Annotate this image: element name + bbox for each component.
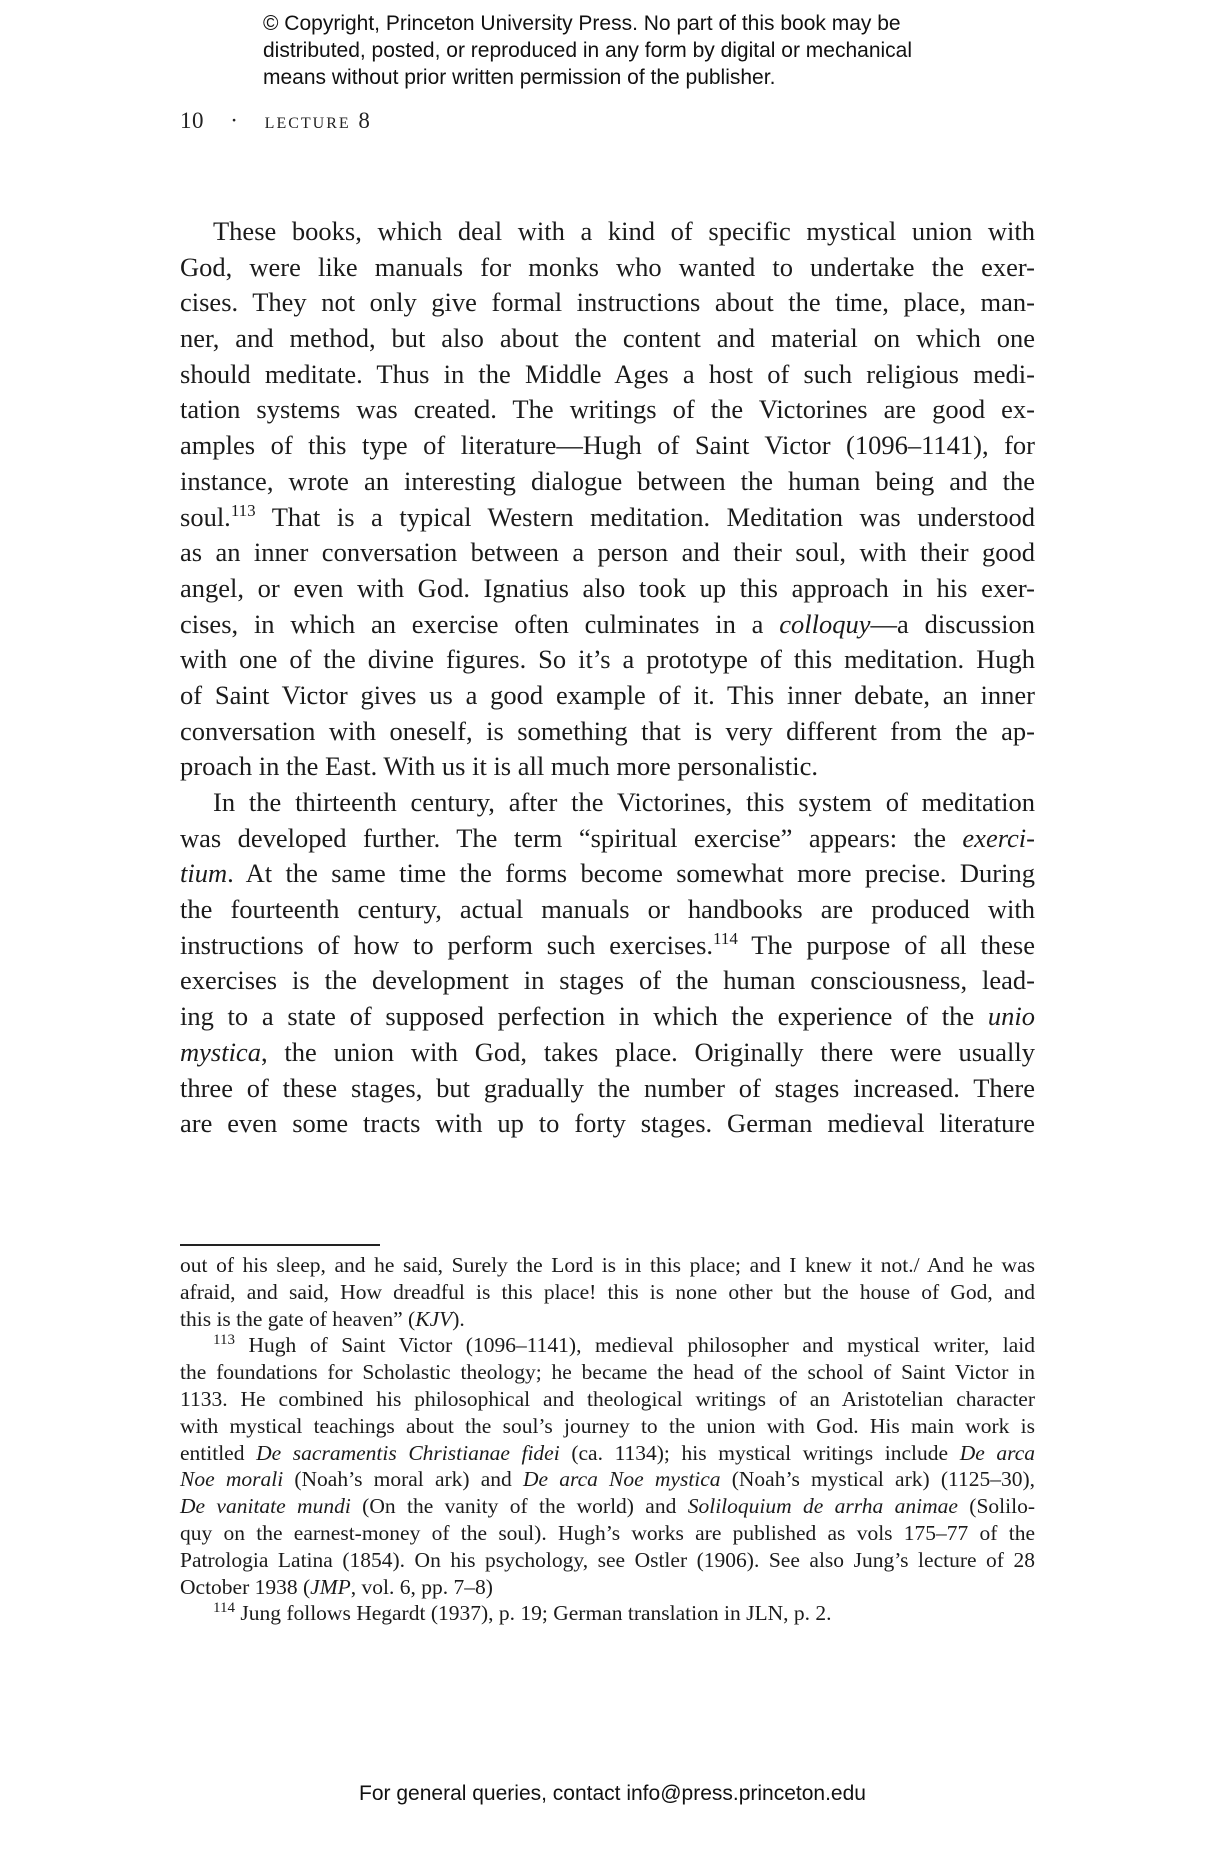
text-line: as an inner conversation between a person and their soul, with their good xyxy=(180,537,1035,568)
main-text xyxy=(180,214,1035,1142)
italic-term: De arca Noe mystica xyxy=(523,1467,721,1492)
text-line: with one of the divine figures. So it’s a prototype of this meditation. Hugh xyxy=(180,644,1035,675)
running-head xyxy=(180,108,372,134)
footnotes xyxy=(180,1252,1035,1627)
text-run: Jung follows Hegardt (1937), p. 19; German translation in JLN, p. 2. xyxy=(234,1601,832,1626)
text-line: tation systems was created. The writings of the Victorines are good ex- xyxy=(180,394,1035,425)
running-head-separator: · xyxy=(230,108,239,133)
italic-term: Noe morali xyxy=(180,1467,284,1492)
footnote-114 xyxy=(180,1600,1035,1627)
italic-term: De sacramentis Christianae fidei xyxy=(256,1440,560,1465)
footnote-113 xyxy=(180,1332,1035,1359)
text-run: this is the gate of heaven” ( xyxy=(180,1306,416,1331)
footnote-line xyxy=(180,1306,1035,1333)
text-line xyxy=(180,607,1035,643)
text-line: ner, and method, but also about the content and material on which one xyxy=(180,323,1035,354)
paragraph xyxy=(180,785,1035,1142)
text-run: (ca. 1134); his mystical writings include xyxy=(559,1440,960,1465)
text-run: , vol. 6, pp. 7–8) xyxy=(350,1574,493,1599)
footer-contact: For general queries, contact info@press.princeton.edu xyxy=(359,1782,866,1805)
text-line: proach in the East. With us it is all much more personalistic. xyxy=(180,751,818,782)
text-run: ing to a state of supposed perfection in which the experience of the xyxy=(180,1001,988,1032)
italic-term: De arca xyxy=(959,1440,1036,1465)
copyright-notice xyxy=(263,10,1023,91)
text-line xyxy=(180,1035,1035,1071)
text-line: the fourteenth century, actual manuals or handbooks are produced with xyxy=(180,894,1035,925)
text-run: was developed further. The term “spiritual exercise” appears: the xyxy=(180,822,963,853)
footnote-line: the foundations for Scholastic theology; he became the head of the school of Saint Victor in xyxy=(180,1360,1035,1385)
text-run: soul. xyxy=(180,501,231,532)
italic-term: colloquy xyxy=(779,608,871,639)
text-line: of Saint Victor gives us a good example of it. This inner debate, an inner xyxy=(180,679,1035,710)
text-run: (On the vanity of the world) and xyxy=(350,1494,688,1519)
footnote-line xyxy=(180,1466,1035,1493)
text-line: angel, or even with God. Ignatius also took up this approach in his exer- xyxy=(180,572,1035,603)
text-line xyxy=(180,999,1035,1035)
text-line: three of these stages, but gradually the number of stages increased. There xyxy=(180,1072,1035,1103)
copyright-line: distributed, posted, or reproduced in any form by digital or mechanical xyxy=(263,39,913,62)
italic-term: De vanitate mundi xyxy=(180,1494,351,1519)
text-line: God, were like manuals for monks who wanted to undertake the exer- xyxy=(180,251,1035,282)
text-run: October 1938 ( xyxy=(180,1574,311,1599)
footnote-ref-114[interactable]: 114 xyxy=(713,928,738,948)
text-run: cises, in which an exercise often culminates in a xyxy=(180,608,780,639)
copyright-line: © Copyright, Princeton University Press. No part of this book may be xyxy=(263,12,901,35)
italic-term: exerci- xyxy=(962,822,1035,853)
footnote-line: quy on the earnest-money of the soul). Hugh’s works are published as vols 175–77 of the xyxy=(180,1520,1035,1545)
text-line xyxy=(180,821,1035,857)
text-run: . At the same time the forms become somewhat more precise. During xyxy=(227,858,1035,889)
text-line: These books, which deal with a kind of specific mystical union with xyxy=(213,216,1035,246)
copyright-line: means without prior written permission of the publisher. xyxy=(263,66,776,89)
text-run: entitled xyxy=(180,1440,257,1465)
footnote-line: with mystical teachings about the soul’s journey to the union with God. His main work is xyxy=(180,1413,1035,1438)
footnote-line: 1133. He combined his philosophical and theological writings of an Aristotelian character xyxy=(180,1386,1035,1411)
text-run: —a discussion xyxy=(870,608,1035,639)
text-line: instance, wrote an interesting dialogue between the human being and the xyxy=(180,465,1035,496)
text-run: , the union with God, takes place. Originally there were usually xyxy=(260,1036,1035,1067)
italic-term: JMP xyxy=(310,1574,351,1599)
text-run: (Solilo- xyxy=(957,1494,1036,1519)
text-line xyxy=(180,856,1035,892)
footnote-line: Patrologia Latina (1854). On his psychology, see Ostler (1906). See also Jung’s lecture of 28 xyxy=(180,1547,1035,1572)
text-run: (Noah’s moral ark) and xyxy=(283,1467,523,1492)
paragraph xyxy=(180,214,1035,785)
text-run: The purpose of all these xyxy=(737,929,1035,960)
running-head-section: lecture 8 xyxy=(264,108,372,133)
text-run: ). xyxy=(452,1306,465,1331)
footnote-line: afraid, and said, How dreadful is this place! this is none other but the house of God, and xyxy=(180,1279,1035,1304)
footnote-line xyxy=(180,1493,1035,1520)
text-run: Hugh of Saint Victor (1096–1141), medieval philosopher and mystical writer, laid xyxy=(234,1333,1035,1358)
footnote-line xyxy=(180,1440,1035,1467)
text-run: That is a typical Western meditation. Meditation was understood xyxy=(255,501,1035,532)
text-line: are even some tracts with up to forty stages. German medieval literature xyxy=(180,1108,1035,1139)
text-line: amples of this type of literature—Hugh of Saint Victor (1096–1141), for xyxy=(180,430,1035,461)
footnote-number: 114 xyxy=(213,1600,235,1617)
italic-term: Soliloquium de arrha animae xyxy=(687,1494,958,1519)
text-line: exercises is the development in stages of the human consciousness, lead- xyxy=(180,965,1035,996)
italic-term: KJV xyxy=(415,1306,453,1331)
italic-term: unio xyxy=(987,1001,1035,1032)
italic-term: tium xyxy=(180,858,228,889)
text-line xyxy=(180,928,1035,964)
page-number: 10 xyxy=(180,108,204,133)
footnote-rule xyxy=(180,1244,380,1246)
text-line: should meditate. Thus in the Middle Ages a host of such religious medi- xyxy=(180,358,1035,389)
text-run: (Noah’s mystical ark) (1125–30), xyxy=(720,1467,1035,1492)
footnote-line: out of his sleep, and he said, Surely the Lord is in this place; and I knew it not./ And he was xyxy=(180,1253,1035,1277)
text-line: conversation with oneself, is something that is very different from the ap- xyxy=(180,715,1035,746)
italic-term: mystica xyxy=(180,1036,261,1067)
footnote-ref-113[interactable]: 113 xyxy=(230,500,256,520)
footnote-number: 113 xyxy=(213,1332,235,1349)
text-line xyxy=(180,500,1035,536)
text-line: In the thirteenth century, after the Victorines, this system of meditation xyxy=(213,787,1035,817)
text-line: cises. They not only give formal instructions about the time, place, man- xyxy=(180,287,1035,318)
text-run: instructions of how to perform such exercises. xyxy=(180,929,714,960)
footnote-line xyxy=(180,1574,1035,1601)
